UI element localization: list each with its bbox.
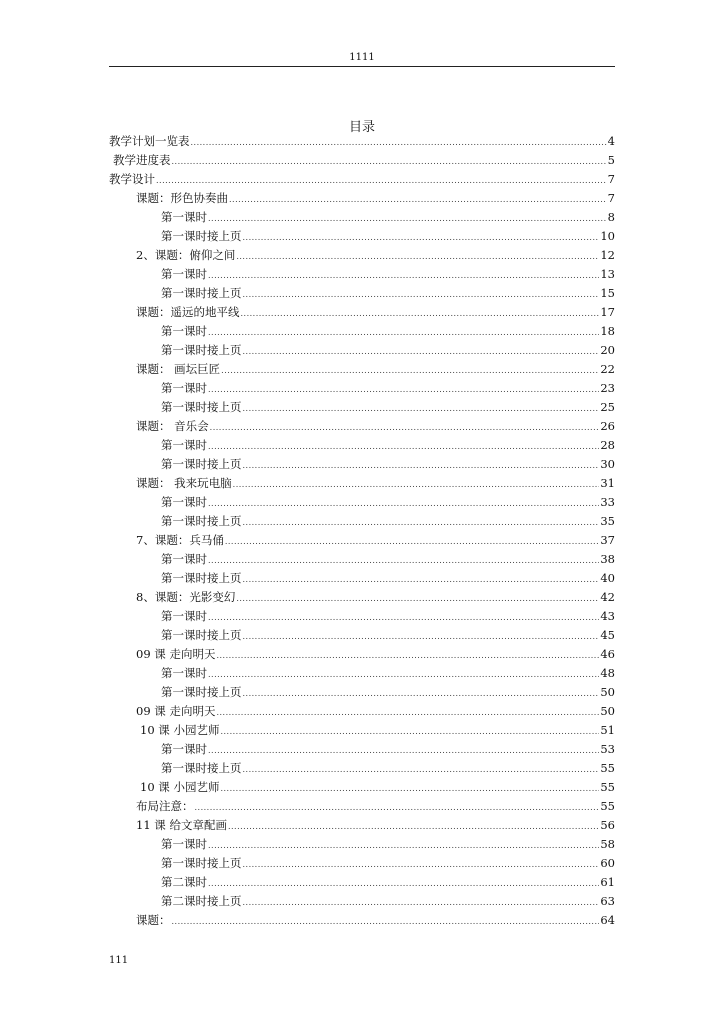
toc-dot-leader — [208, 209, 607, 228]
toc-entry-label: 课题： 我来玩电脑 — [136, 476, 232, 490]
toc-entry-label: 第一课时 — [161, 381, 207, 395]
toc-entry[interactable] — [109, 208, 615, 227]
toc-entry-page-number: 45 — [600, 628, 615, 642]
toc-entry[interactable] — [109, 816, 615, 835]
toc-dot-leader — [216, 646, 599, 665]
toc-entry-page-number: 13 — [600, 267, 615, 281]
toc-entry[interactable] — [109, 778, 615, 797]
toc-entry-label: 课题： 画坛巨匠 — [136, 362, 221, 376]
toc-entry-label: 第一课时接上页 — [161, 761, 242, 775]
toc-dot-leader — [229, 190, 607, 209]
toc-entry-page-number: 7 — [607, 172, 615, 186]
toc-entry[interactable] — [109, 227, 615, 246]
toc-entry-page-number: 10 — [600, 229, 615, 243]
toc-dot-leader — [243, 893, 600, 912]
toc-entry-label: 课题：形色协奏曲 — [136, 191, 228, 205]
toc-entry[interactable] — [109, 455, 615, 474]
toc-entry-label: 10 课 小园艺师 — [140, 780, 220, 794]
toc-entry-label: 7、课题：兵马俑 — [136, 533, 224, 547]
toc-entry-page-number: 8 — [607, 210, 615, 224]
toc-entry-page-number: 26 — [600, 419, 615, 433]
toc-entry-label: 第二课时 — [161, 875, 207, 889]
toc-entry[interactable] — [109, 360, 615, 379]
toc-entry-label: 第一课时接上页 — [161, 343, 242, 357]
toc-entry-label: 第一课时接上页 — [161, 400, 242, 414]
toc-entry[interactable] — [109, 645, 615, 664]
toc-dot-leader — [243, 760, 600, 779]
toc-entry-label: 第一课时 — [161, 267, 207, 281]
toc-entry-page-number: 38 — [600, 552, 615, 566]
toc-entry-page-number: 43 — [600, 609, 615, 623]
toc-dot-leader — [172, 152, 607, 171]
toc-entry-label: 第一课时接上页 — [161, 514, 242, 528]
toc-entry[interactable] — [109, 854, 615, 873]
toc-entry-label: 第一课时 — [161, 324, 207, 338]
toc-dot-leader — [243, 513, 600, 532]
toc-entry-page-number: 61 — [600, 875, 615, 889]
toc-entry-page-number: 15 — [600, 286, 615, 300]
toc-entry-page-number: 55 — [600, 780, 615, 794]
toc-entry-label: 11 课 给文章配画 — [136, 818, 227, 832]
toc-entry-page-number: 31 — [600, 476, 615, 490]
toc-list — [109, 132, 615, 930]
toc-dot-leader — [208, 323, 599, 342]
toc-dot-leader — [191, 133, 607, 152]
toc-entry-page-number: 40 — [600, 571, 615, 585]
toc-entry-page-number: 56 — [600, 818, 615, 832]
toc-entry-label: 8、课题：光影变幻 — [136, 590, 236, 604]
toc-entry-page-number: 46 — [600, 647, 615, 661]
toc-dot-leader — [208, 665, 599, 684]
toc-entry-page-number: 30 — [600, 457, 615, 471]
toc-entry[interactable] — [109, 436, 615, 455]
toc-dot-leader — [228, 817, 599, 836]
toc-entry[interactable] — [109, 512, 615, 531]
toc-dot-leader — [172, 912, 600, 931]
toc-entry-label: 第一课时接上页 — [161, 229, 242, 243]
toc-dot-leader — [208, 437, 599, 456]
toc-dot-leader — [236, 589, 599, 608]
toc-dot-leader — [220, 779, 599, 798]
toc-entry[interactable] — [109, 911, 615, 930]
page-header: 1111 — [349, 52, 375, 63]
toc-dot-leader — [156, 171, 607, 190]
toc-entry-label: 10 课 小园艺师 — [140, 723, 220, 737]
toc-entry[interactable] — [109, 379, 615, 398]
toc-entry[interactable] — [109, 246, 615, 265]
toc-dot-leader — [243, 456, 600, 475]
toc-dot-leader — [225, 532, 600, 551]
toc-entry[interactable] — [109, 265, 615, 284]
toc-dot-leader — [236, 247, 599, 266]
toc-entry-page-number: 50 — [600, 704, 615, 718]
toc-entry[interactable] — [109, 664, 615, 683]
toc-dot-leader — [208, 266, 599, 285]
toc-entry[interactable] — [109, 417, 615, 436]
toc-dot-leader — [243, 627, 600, 646]
toc-entry[interactable] — [109, 588, 615, 607]
header-rule — [109, 66, 615, 67]
toc-entry-page-number: 22 — [600, 362, 615, 376]
toc-entry-page-number: 20 — [600, 343, 615, 357]
toc-dot-leader — [243, 570, 600, 589]
toc-entry-page-number: 60 — [600, 856, 615, 870]
toc-entry-page-number: 55 — [600, 799, 615, 813]
toc-dot-leader — [241, 304, 600, 323]
toc-entry-page-number: 18 — [600, 324, 615, 338]
toc-entry-label: 第一课时接上页 — [161, 628, 242, 642]
toc-dot-leader — [243, 684, 600, 703]
toc-entry-page-number: 42 — [600, 590, 615, 604]
toc-entry[interactable] — [109, 303, 615, 322]
toc-entry[interactable] — [109, 626, 615, 645]
toc-entry-page-number: 23 — [600, 381, 615, 395]
toc-entry-label: 课题：遥远的地平线 — [136, 305, 240, 319]
toc-entry[interactable] — [109, 284, 615, 303]
toc-dot-leader — [243, 342, 600, 361]
toc-dot-leader — [208, 380, 599, 399]
toc-entry-label: 09 课 走向明天 — [136, 704, 216, 718]
toc-dot-leader — [208, 874, 599, 893]
toc-title: 目录 — [348, 120, 375, 135]
toc-entry-label: 第一课时接上页 — [161, 685, 242, 699]
toc-entry-label: 课题： 音乐会 — [136, 419, 209, 433]
toc-entry-label: 教学进度表 — [113, 153, 171, 167]
toc-entry[interactable] — [109, 702, 615, 721]
toc-entry-page-number: 25 — [600, 400, 615, 414]
toc-dot-leader — [208, 741, 599, 760]
toc-entry-label: 教学计划一览表 — [109, 134, 190, 148]
toc-entry-label: 09 课 走向明天 — [136, 647, 216, 661]
toc-entry-label: 布局注意： — [136, 799, 194, 813]
toc-dot-leader — [243, 285, 600, 304]
toc-entry[interactable] — [109, 550, 615, 569]
toc-entry[interactable] — [109, 493, 615, 512]
toc-entry-label: 第一课时 — [161, 552, 207, 566]
toc-entry-label: 第一课时接上页 — [161, 571, 242, 585]
toc-entry[interactable] — [109, 322, 615, 341]
toc-entry-label: 第一课时 — [161, 742, 207, 756]
toc-entry-page-number: 48 — [600, 666, 615, 680]
toc-dot-leader — [243, 228, 600, 247]
toc-dot-leader — [243, 399, 600, 418]
toc-dot-leader — [208, 836, 599, 855]
toc-entry-label: 第二课时接上页 — [161, 894, 242, 908]
toc-entry[interactable] — [109, 531, 615, 550]
toc-entry[interactable] — [109, 892, 615, 911]
toc-entry-page-number: 37 — [600, 533, 615, 547]
toc-entry[interactable] — [109, 569, 615, 588]
toc-entry-label: 课题： — [136, 913, 171, 927]
toc-entry-label: 教学设计 — [109, 172, 155, 186]
toc-entry-label: 第一课时 — [161, 210, 207, 224]
toc-entry-label: 第一课时 — [161, 837, 207, 851]
toc-dot-leader — [210, 418, 600, 437]
toc-dot-leader — [216, 703, 599, 722]
toc-entry[interactable] — [109, 607, 615, 626]
toc-entry[interactable] — [109, 151, 615, 170]
toc-entry-page-number: 4 — [607, 134, 615, 148]
toc-entry[interactable] — [109, 740, 615, 759]
toc-entry-label: 第一课时接上页 — [161, 856, 242, 870]
toc-entry-page-number: 28 — [600, 438, 615, 452]
toc-dot-leader — [208, 494, 599, 513]
toc-entry-page-number: 50 — [600, 685, 615, 699]
toc-entry-page-number: 33 — [600, 495, 615, 509]
toc-entry[interactable] — [109, 797, 615, 816]
toc-entry-label: 第一课时 — [161, 609, 207, 623]
toc-entry[interactable] — [109, 835, 615, 854]
toc-dot-leader — [195, 798, 600, 817]
toc-entry-page-number: 17 — [600, 305, 615, 319]
toc-entry-page-number: 7 — [607, 191, 615, 205]
toc-entry-label: 第一课时接上页 — [161, 457, 242, 471]
toc-entry[interactable] — [109, 683, 615, 702]
toc-entry-label: 第一课时 — [161, 438, 207, 452]
toc-entry-page-number: 53 — [600, 742, 615, 756]
toc-entry-label: 2、课题：俯仰之间 — [136, 248, 236, 262]
toc-entry-page-number: 51 — [600, 723, 615, 737]
toc-dot-leader — [220, 722, 599, 741]
toc-dot-leader — [243, 855, 600, 874]
toc-entry-page-number: 55 — [600, 761, 615, 775]
toc-dot-leader — [208, 608, 599, 627]
toc-entry-page-number: 12 — [600, 248, 615, 262]
toc-entry-label: 第一课时 — [161, 666, 207, 680]
toc-entry-label: 第一课时 — [161, 495, 207, 509]
toc-entry-page-number: 63 — [600, 894, 615, 908]
toc-entry[interactable] — [109, 170, 615, 189]
toc-entry-page-number: 35 — [600, 514, 615, 528]
toc-entry-label: 第一课时接上页 — [161, 286, 242, 300]
toc-entry[interactable] — [109, 873, 615, 892]
page-footer: 111 — [109, 955, 129, 966]
toc-entry[interactable] — [109, 759, 615, 778]
toc-entry[interactable] — [109, 132, 615, 151]
toc-entry[interactable] — [109, 189, 615, 208]
toc-entry-page-number: 58 — [600, 837, 615, 851]
toc-entry-page-number: 5 — [607, 153, 615, 167]
toc-entry[interactable] — [109, 398, 615, 417]
toc-dot-leader — [208, 551, 599, 570]
toc-entry[interactable] — [109, 721, 615, 740]
toc-dot-leader — [221, 361, 599, 380]
toc-entry[interactable] — [109, 341, 615, 360]
toc-entry[interactable] — [109, 474, 615, 493]
toc-entry-page-number: 64 — [600, 913, 615, 927]
toc-dot-leader — [233, 475, 600, 494]
